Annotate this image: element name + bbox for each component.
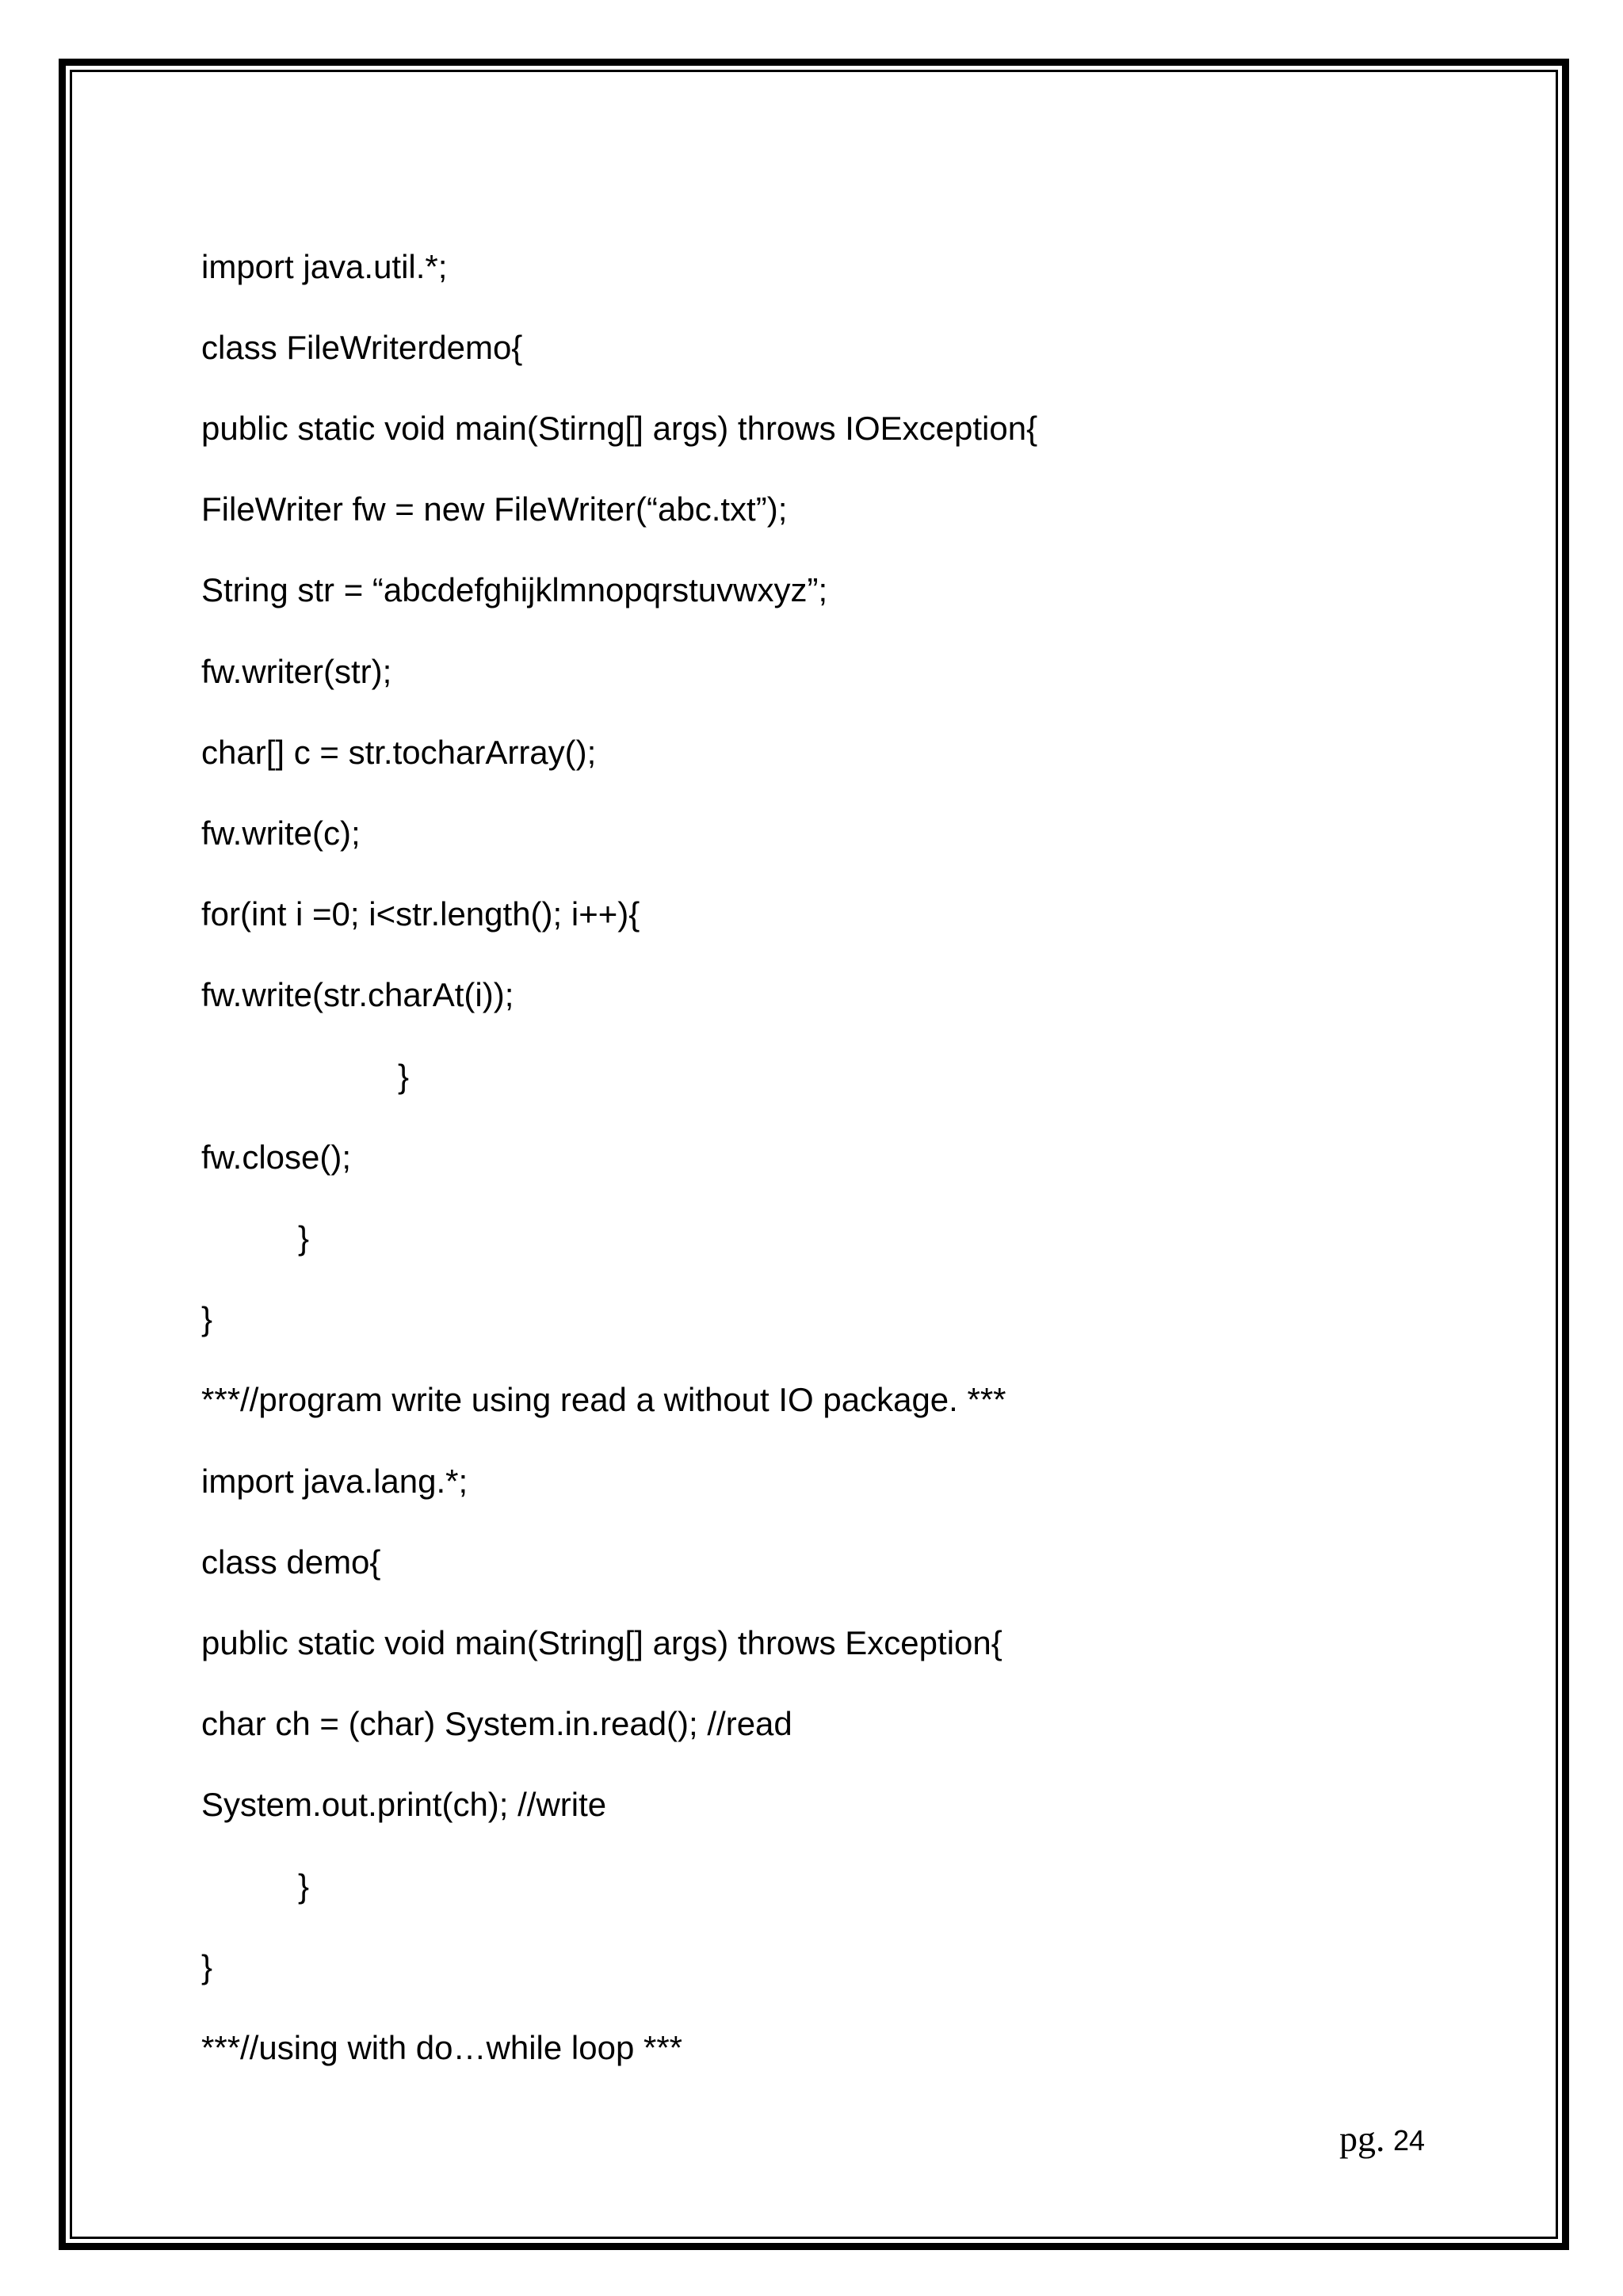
code-line: char ch = (char) System.in.read(); //read: [201, 1705, 792, 1742]
code-line: fw.close();: [201, 1138, 352, 1176]
code-line: FileWriter fw = new FileWriter(“abc.txt”);: [201, 490, 788, 528]
code-line: }: [201, 1300, 213, 1337]
code-line: }: [298, 1219, 310, 1257]
code-line: }: [398, 1058, 410, 1095]
page-label: pg.: [1339, 2119, 1385, 2159]
code-line: ***//using with do…while loop ***: [201, 2029, 683, 2066]
code-line: class demo{: [201, 1543, 381, 1581]
code-line: }: [298, 1867, 310, 1905]
code-line: String str = “abcdefghijklmnopqrstuvwxyz”;: [201, 571, 828, 608]
code-line: public static void main(Stirng[] args) throws IOException{: [201, 410, 1038, 447]
code-line: public static void main(String[] args) throws Exception{: [201, 1624, 1002, 1661]
code-line: import java.util.*;: [201, 248, 448, 285]
page-number: 24: [1393, 2124, 1426, 2157]
code-line: }: [201, 1948, 213, 1985]
code-line: ***//program write using read a without IO package. ***: [201, 1381, 1006, 1418]
code-line: class FileWriterdemo{: [201, 329, 523, 366]
code-line: System.out.print(ch); //write: [201, 1786, 607, 1823]
code-line: fw.write(str.charAt(i));: [201, 976, 514, 1013]
code-line: fw.write(c);: [201, 814, 361, 852]
code-line: char[] c = str.tocharArray();: [201, 734, 597, 771]
code-line: fw.writer(str);: [201, 653, 392, 690]
code-line: import java.lang.*;: [201, 1463, 468, 1500]
code-line: for(int i =0; i<str.length(); i++){: [201, 895, 640, 933]
